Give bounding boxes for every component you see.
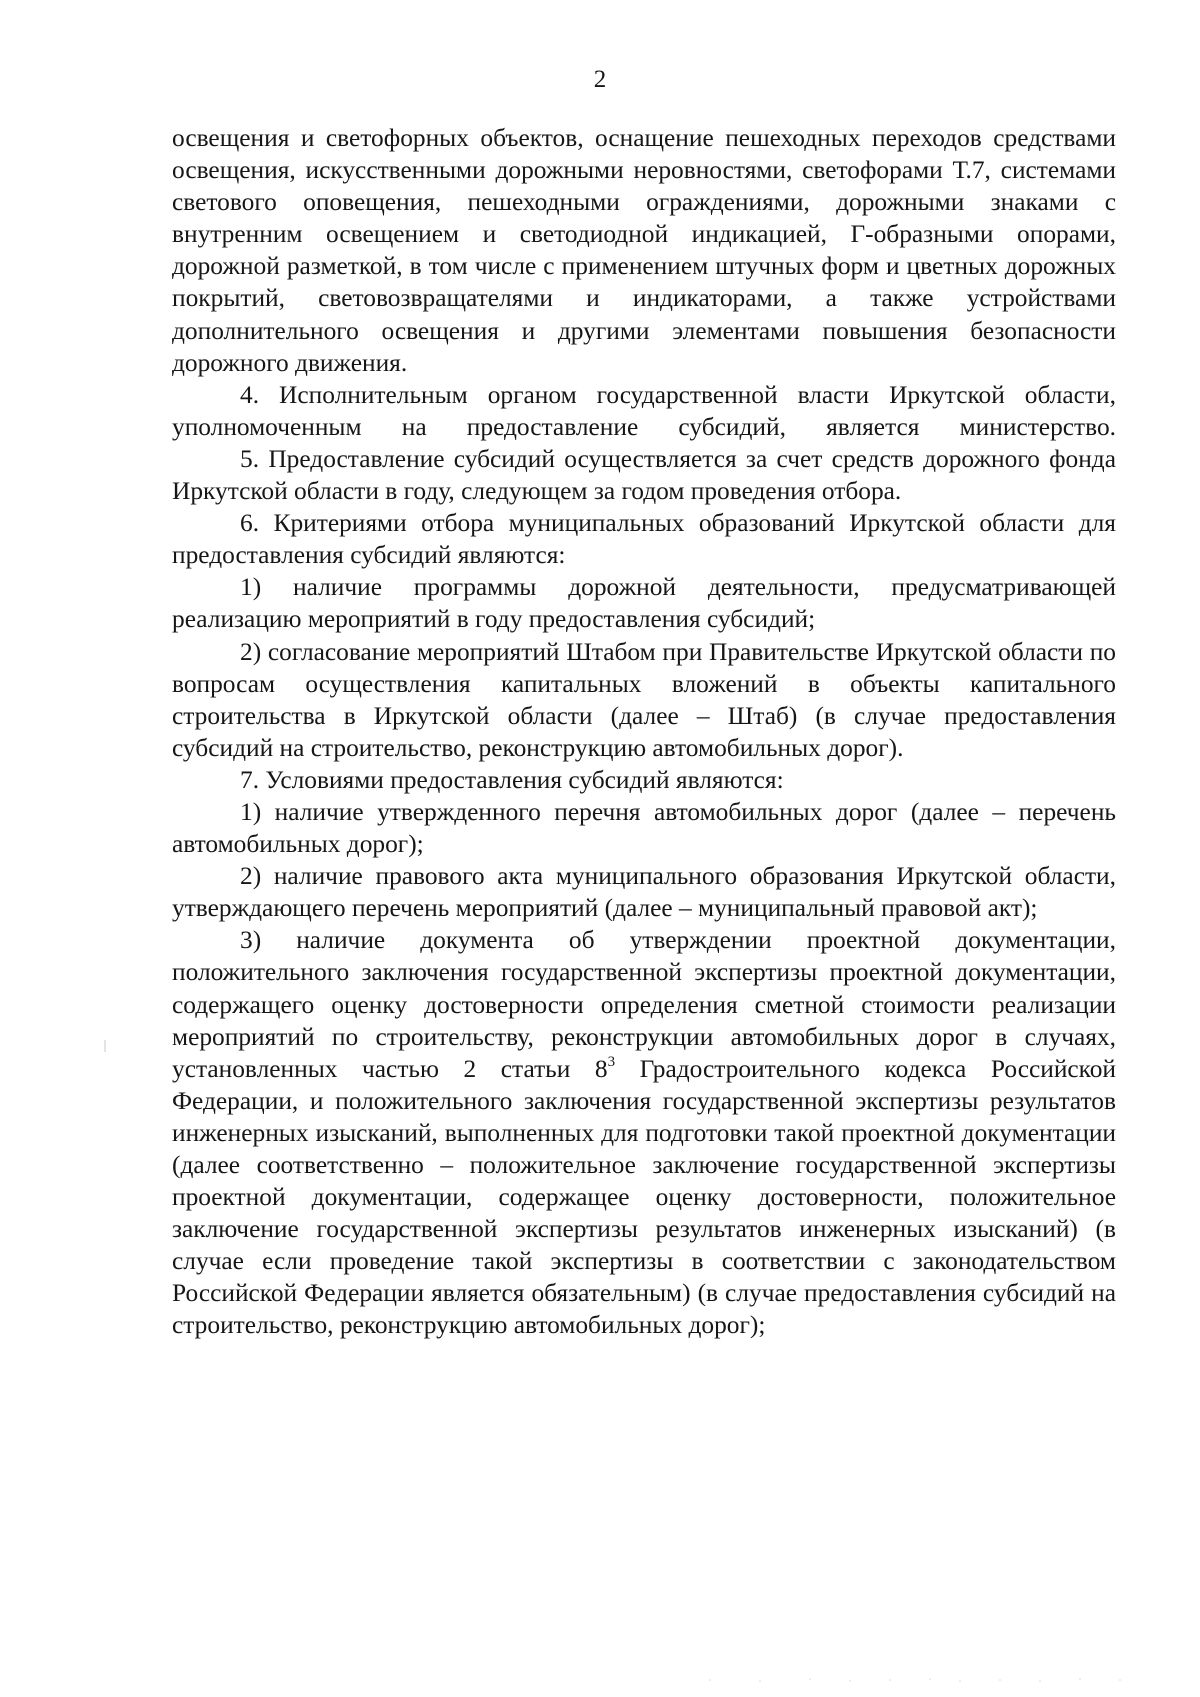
paragraph-item-6-1: 1) наличие программы дорожной деятельности, предусматривающей реализацию мероприятий в году предоставления субсидий; (172, 573, 1116, 634)
paragraph-item-5: 5. Предоставление субсидий осуществляется за счет средств дорожного фонда Иркутской области в году, следующем за годом проведения отбора. (172, 444, 1116, 506)
paragraph-item-7-1: 1) наличие утвержденного перечня автомобильных дорог (далее – перечень автомобильных дорог); (172, 797, 1116, 859)
paragraph-item-6: 6. Критериями отбора муниципальных образований Иркутской области для предоставления субсидий являются: (172, 509, 1116, 570)
paragraph-item-7-2: 2) наличие правового акта муниципального образования Иркутской области, утверждающего перечень мероприятий (далее – муниципальный правовой акт); (172, 862, 1116, 923)
paragraph-text-before-superscript: 3) наличие документа об утверждении проектной документации, положительного заключения государственной экспертизы проектной документации, содержащего оценку достоверности определения сметной стоимости реализации мероприятий по строительству, реконструкции автомобильных дорог в случаях, установленных частью 2 статьи 8 (172, 926, 1116, 1083)
paragraph-item-4: 4. Исполнительным органом государственной власти Иркутской области, уполномоченным на предоставление субсидий, является министерство. (172, 380, 1116, 441)
scan-mark (104, 1040, 106, 1052)
scan-noise-dots (700, 1676, 1160, 1684)
document-body (172, 122, 1116, 1342)
paragraph-text-after-superscript: Градостроительного кодекса Российской Федерации, и положительного заключения государственной экспертизы результатов инженерных изысканий, выполненных для подготовки такой проектной документации (далее соответственно – положительное заключение государственной экспертизы проектной документации, содержащее оценку достоверности, положительное заключение государственной экспертизы результатов инженерных изысканий) (в случае если проведение такой экспертизы в соответствии с законодательством Российской Федерации является обязательным) (в случае предоставления субсидий на строительство, реконструкцию автомобильных дорог); (172, 1054, 1117, 1340)
paragraph-item-7: 7. Условиями предоставления субсидий являются: (240, 765, 784, 794)
paragraph-item-6-2: 2) согласование мероприятий Штабом при Правительстве Иркутской области по вопросам осуществления капитальных вложений в объекты капитального строительства в Иркутской области (далее – Штаб) (в случае предоставления субсидий на строительство, реконструкцию автомобильных дорог). (172, 637, 1116, 762)
superscript: 3 (607, 1053, 616, 1070)
page-number: 2 (593, 66, 607, 93)
paragraph-item-7-3 (172, 924, 1116, 1341)
paragraph-continuation: освещения и светофорных объектов, оснащение пешеходных переходов средствами освещения, искусственными дорожными неровностями, светофорами Т.7, системами светового оповещения, пешеходными ограждениями, дорожными знаками с внутренним освещением и светодиодной индикацией, Г-образными опорами, дорожной разметкой, в том числе с применением штучных форм и цветных дорожных покрытий, световозвращателями и индикаторами, а также устройствами дополнительного освещения и другими элементами повышения безопасности дорожного движения. (172, 124, 1116, 377)
